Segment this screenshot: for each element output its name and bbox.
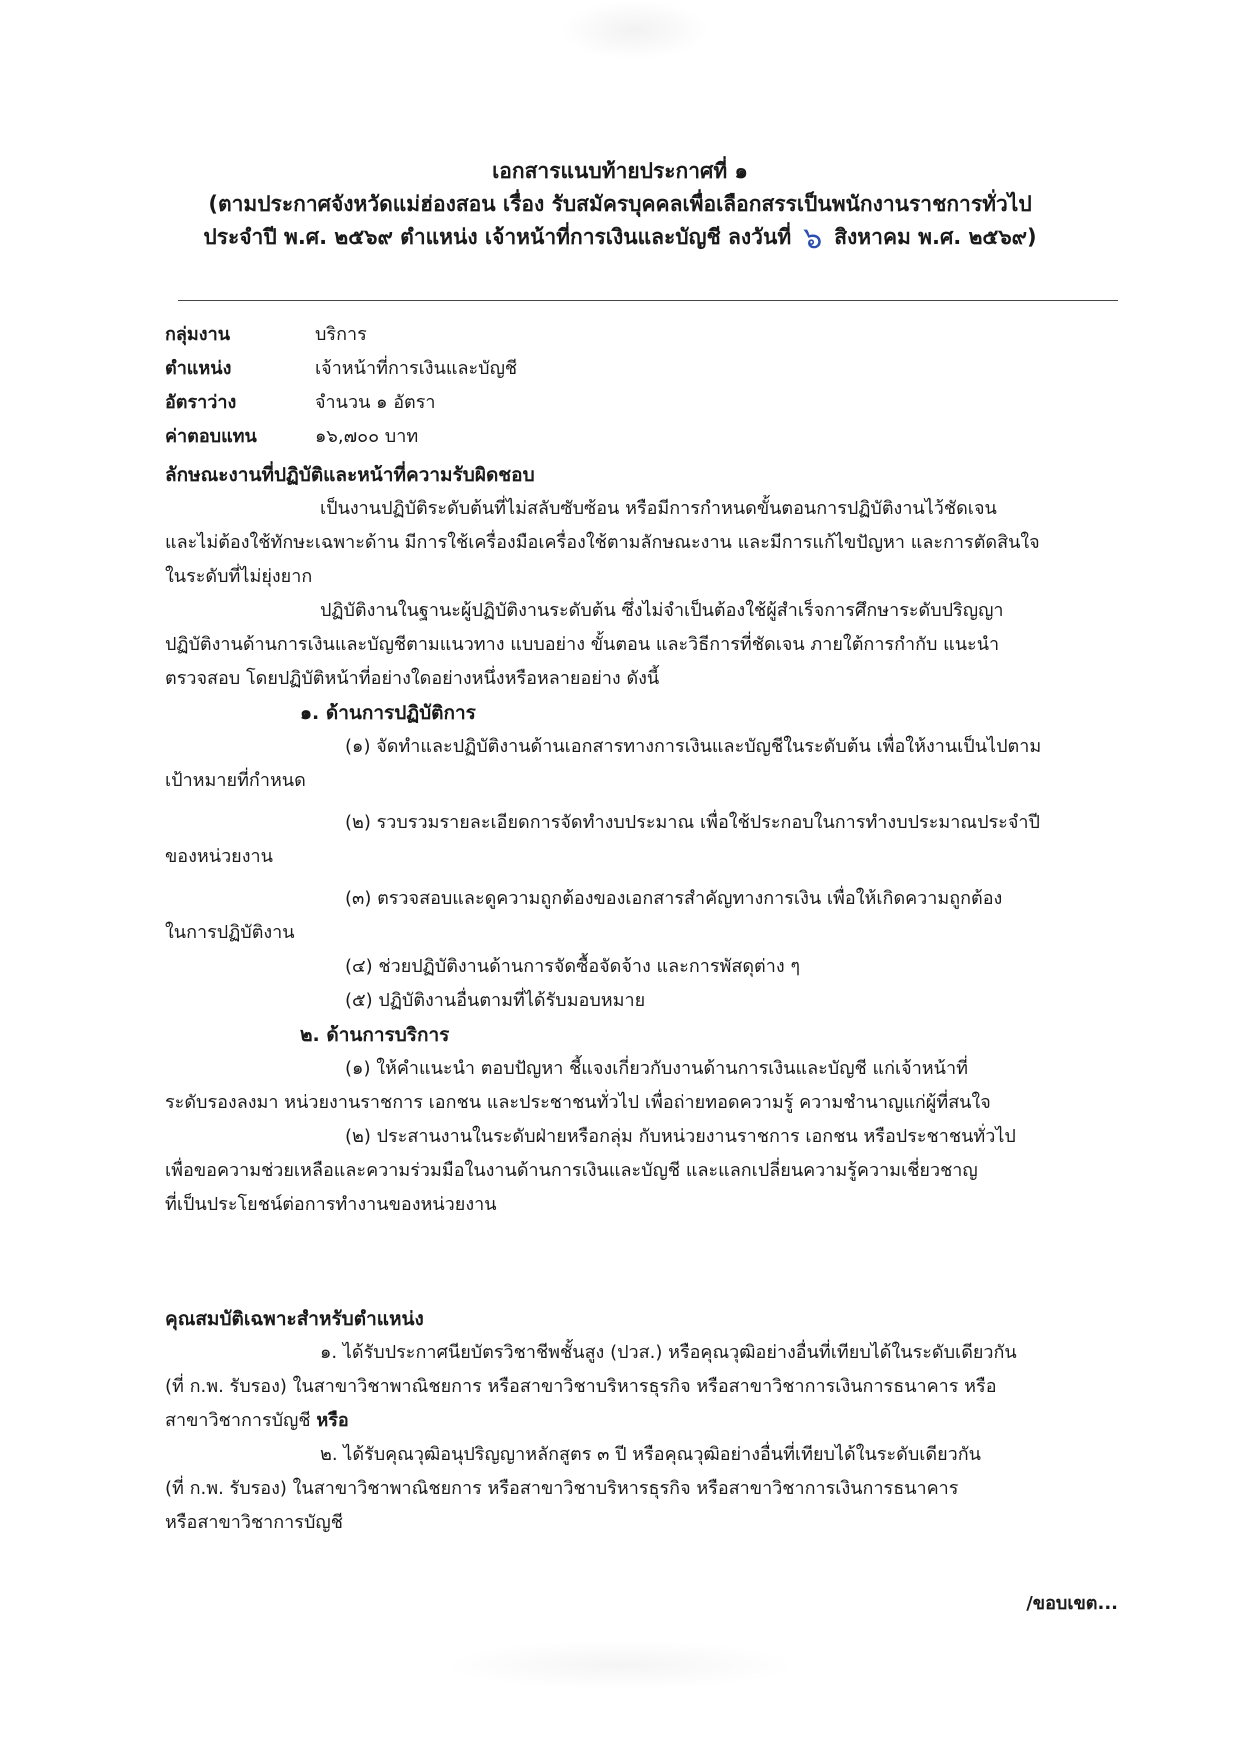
info-row <box>165 420 1065 454</box>
list-item: (๔) ช่วยปฏิบัติงานด้านการจัดซื้อจัดจ้าง และการพัสดุต่าง ๆ <box>345 956 801 977</box>
header-date-month: สิงหาคม พ.ศ. ๒๕๖๙) <box>834 225 1037 249</box>
info-label: ค่าตอบแทน <box>165 426 257 447</box>
list-item-continuation: ระดับรองลงมา หน่วยงานราชการ เอกชน และประชาชนทั่วไป เพื่อถ่ายทอดความรู้ ความชำนาญแก่ผู้ที่สนใจ <box>165 1092 991 1113</box>
or-keyword: หรือ <box>316 1410 349 1431</box>
list-item: (๕) ปฏิบัติงานอื่นตามที่ได้รับมอบหมาย <box>345 990 646 1011</box>
paragraph-line: ตรวจสอบ โดยปฏิบัติหน้าที่อย่างใดอย่างหนึ่งหรือหลายอย่าง ดังนี้ <box>165 668 660 689</box>
list-item-continuation: เป้าหมายที่กำหนด <box>165 770 306 791</box>
paragraph-line: ปฏิบัติงานในฐานะผู้ปฏิบัติงานระดับต้น ซึ่งไม่จำเป็นต้องใช้ผู้สำเร็จการศึกษาระดับปริญญา <box>320 600 1004 621</box>
handwritten-day: ๖ <box>803 221 823 256</box>
paragraph-line <box>165 1404 1115 1438</box>
position-info <box>165 318 1065 454</box>
paragraph-line: (ที่ ก.พ. รับรอง) ในสาขาวิชาพาณิชยการ หรือสาขาวิชาบริหารธุรกิจ หรือสาขาวิชาการเงินการธนาคาร หรือ <box>165 1376 997 1397</box>
header-date-line <box>160 221 1080 255</box>
info-row <box>165 386 1065 420</box>
list-item: (๒) รวบรวมรายละเอียดการจัดทำงบประมาณ เพื่อใช้ประกอบในการทำงบประมาณประจำปี <box>345 812 1040 833</box>
paragraph-line: ปฏิบัติงานด้านการเงินและบัญชีตามแนวทาง แบบอย่าง ขั้นตอน และวิธีการที่ชัดเจน ภายใต้การกำกับ แนะนำ <box>165 634 1000 655</box>
header-divider <box>178 300 1118 301</box>
info-value: เจ้าหน้าที่การเงินและบัญชี <box>315 358 518 379</box>
document-header <box>160 155 1080 255</box>
scan-artifact <box>440 1640 800 1690</box>
header-title: เอกสารแนบท้ายประกาศที่ ๑ <box>492 159 748 183</box>
info-value: บริการ <box>315 324 367 345</box>
scan-artifact <box>560 0 710 60</box>
list-item: (๑) จัดทำและปฏิบัติงานด้านเอกสารทางการเงินและบัญชีในระดับต้น เพื่อให้งานเป็นไปตาม <box>345 736 1042 757</box>
list-item: (๓) ตรวจสอบและดูความถูกต้องของเอกสารสำคัญทางการเงิน เพื่อให้เกิดความถูกต้อง <box>345 888 1003 909</box>
list-item-continuation: ของหน่วยงาน <box>165 846 273 867</box>
info-label: กลุ่มงาน <box>165 324 230 345</box>
list-item-continuation: เพื่อขอความช่วยเหลือและความร่วมมือในงานด้านการเงินและบัญชี และแลกเปลี่ยนความรู้ความเชี่ยวชาญ <box>165 1160 978 1181</box>
qualifications-section <box>165 1302 1115 1540</box>
paragraph-line: เป็นงานปฏิบัติระดับต้นที่ไม่สลับซับซ้อน หรือมีการกำหนดขั้นตอนการปฏิบัติงานไว้ชัดเจน <box>320 498 997 519</box>
subsection-heading: ๒. ด้านการบริการ <box>300 1024 450 1046</box>
section-heading: คุณสมบัติเฉพาะสำหรับตำแหน่ง <box>165 1308 424 1330</box>
duties-section <box>165 458 1115 1222</box>
section-heading: ลักษณะงานที่ปฏิบัติและหน้าที่ความรับผิดชอบ <box>165 464 535 486</box>
paragraph-line: ๒. ได้รับคุณวุฒิอนุปริญญาหลักสูตร ๓ ปี หรือคุณวุฒิอย่างอื่นที่เทียบได้ในระดับเดียวกัน <box>320 1444 981 1465</box>
header-date-text: ประจำปี พ.ศ. ๒๕๖๙ ตำแหน่ง เจ้าหน้าที่การเงินและบัญชี ลงวันที่ <box>203 225 792 249</box>
info-value: จำนวน ๑ อัตรา <box>315 392 436 413</box>
info-label: ตำแหน่ง <box>165 358 232 379</box>
paragraph-line: (ที่ ก.พ. รับรอง) ในสาขาวิชาพาณิชยการ หรือสาขาวิชาบริหารธุรกิจ หรือสาขาวิชาการเงินการธนาคาร <box>165 1478 959 1499</box>
header-subtitle: (ตามประกาศจังหวัดแม่ฮ่องสอน เรื่อง รับสมัครบุคคลเพื่อเลือกสรรเป็นพนักงานราชการทั่วไป <box>208 192 1032 216</box>
list-item-continuation: ที่เป็นประโยชน์ต่อการทำงานของหน่วยงาน <box>165 1194 497 1215</box>
info-row <box>165 352 1065 386</box>
paragraph-line: และไม่ต้องใช้ทักษะเฉพาะด้าน มีการใช้เครื่องมือเครื่องใช้ตามลักษณะงาน และมีการแก้ไขปัญหา และการตัดสินใจ <box>165 532 1040 553</box>
paragraph-line: หรือสาขาวิชาการบัญชี <box>165 1512 343 1533</box>
list-item-continuation: ในการปฏิบัติงาน <box>165 922 295 943</box>
info-row <box>165 318 1065 352</box>
paragraph-text: สาขาวิชาการบัญชี <box>165 1410 311 1431</box>
page-continuation: /ขอบเขต... <box>1026 1593 1118 1614</box>
info-value: ๑๖,๗๐๐ บาท <box>315 426 419 447</box>
subsection-heading: ๑. ด้านการปฏิบัติการ <box>300 702 476 724</box>
list-item: (๑) ให้คำแนะนำ ตอบปัญหา ชี้แจงเกี่ยวกับงานด้านการเงินและบัญชี แก่เจ้าหน้าที่ <box>345 1058 968 1079</box>
info-label: อัตราว่าง <box>165 392 237 413</box>
list-item: (๒) ประสานงานในระดับฝ่ายหรือกลุ่ม กับหน่วยงานราชการ เอกชน หรือประชาชนทั่วไป <box>345 1126 1016 1147</box>
paragraph-line: ในระดับที่ไม่ยุ่งยาก <box>165 566 313 587</box>
paragraph-line: ๑. ได้รับประกาศนียบัตรวิชาชีพชั้นสูง (ปวส.) หรือคุณวุฒิอย่างอื่นที่เทียบได้ในระดับเดียวกัน <box>320 1342 1017 1363</box>
